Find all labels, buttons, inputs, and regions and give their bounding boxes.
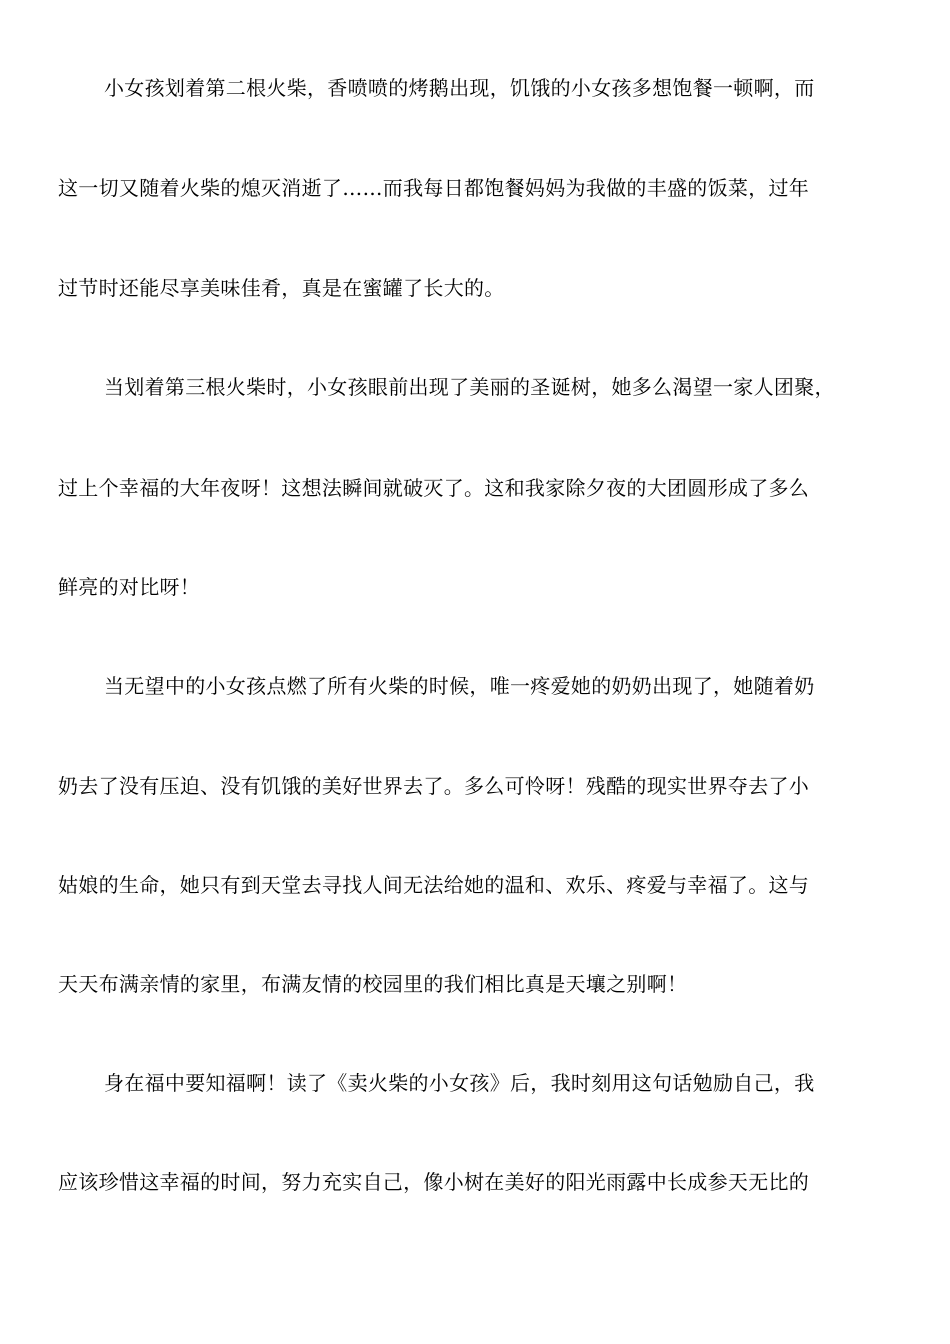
paragraph-2-line-2: 过上个幸福的大年夜呀！这想法瞬间就破灭了。这和我家除夕夜的大团圆形成了多么 [58,476,810,500]
paragraph-3-line-4: 天天布满亲情的家里，布满友情的校园里的我们相比真是天壤之别啊！ [58,972,688,996]
paragraph-2-line-3: 鲜亮的对比呀！ [58,575,201,599]
paragraph-3-line-1: 当无望中的小女孩点燃了所有火柴的时候，唯一疼爱她的奶奶出现了，她随着奶 [104,674,815,698]
paragraph-2-line-1: 当划着第三根火柴时，小女孩眼前出现了美丽的圣诞树，她多么渴望一家人团聚， [104,375,835,399]
paragraph-1-line-2: 这一切又随着火柴的熄灭消逝了……而我每日都饱餐妈妈为我做的丰盛的饭菜，过年 [58,176,810,200]
paragraph-1-line-3: 过节时还能尽享美味佳肴，真是在蜜罐了长大的。 [58,276,505,300]
paragraph-3-line-3: 姑娘的生命，她只有到天堂去寻找人间无法给她的温和、欢乐、疼爱与幸福了。这与 [58,873,810,897]
paragraph-3-line-2: 奶去了没有压迫、没有饥饿的美好世界去了。多么可怜呀！残酷的现实世界夺去了小 [58,774,810,798]
paragraph-1-line-1: 小女孩划着第二根火柴，香喷喷的烤鹅出现，饥饿的小女孩多想饱餐一顿啊，而 [104,76,815,100]
paragraph-4-line-1: 身在福中要知福啊！读了《卖火柴的小女孩》后，我时刻用这句话勉励自己，我 [104,1071,815,1095]
paragraph-4-line-2: 应该珍惜这幸福的时间，努力充实自己，像小树在美好的阳光雨露中长成参天无比的 [58,1170,810,1194]
